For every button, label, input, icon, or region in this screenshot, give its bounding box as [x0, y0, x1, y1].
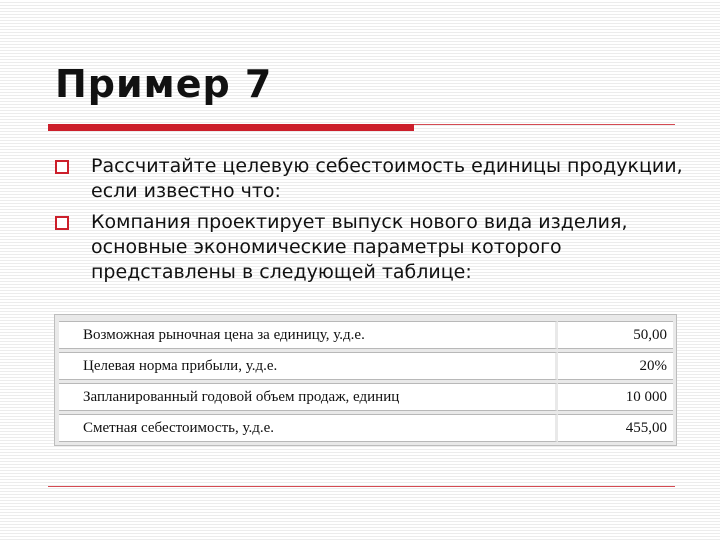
bullet-item	[55, 210, 695, 285]
bullet-text: Рассчитайте целевую себестоимость единицы продукции, если известно что:	[91, 155, 683, 202]
table-row	[59, 414, 673, 442]
row-value: 50,00	[558, 321, 673, 349]
row-label: Возможная рыночная цена за единицу, у.д.е.	[59, 321, 558, 349]
row-label: Целевая норма прибыли, у.д.е.	[59, 352, 558, 380]
row-value: 455,00	[558, 414, 673, 442]
parameters-table	[54, 314, 677, 446]
slide-title: Пример 7	[55, 62, 273, 106]
row-label: Запланированный годовой объем продаж, единиц	[59, 383, 558, 411]
row-label: Сметная себестоимость, у.д.е.	[59, 414, 558, 442]
bullet-item	[55, 154, 695, 204]
title-underline-accent	[48, 124, 414, 131]
bullet-text: Компания проектирует выпуск нового вида изделия, основные экономические параметры которого представлены в следующей таблице:	[91, 211, 628, 283]
footer-rule	[48, 486, 675, 487]
bullet-list	[55, 154, 695, 291]
row-value: 20%	[558, 352, 673, 380]
parameters-table-grid	[59, 318, 673, 445]
table-row	[59, 352, 673, 380]
hollow-square-bullet-icon	[55, 216, 69, 230]
table-row	[59, 383, 673, 411]
table-row	[59, 321, 673, 349]
hollow-square-bullet-icon	[55, 160, 69, 174]
title-underline-thin	[414, 124, 675, 125]
row-value: 10 000	[558, 383, 673, 411]
